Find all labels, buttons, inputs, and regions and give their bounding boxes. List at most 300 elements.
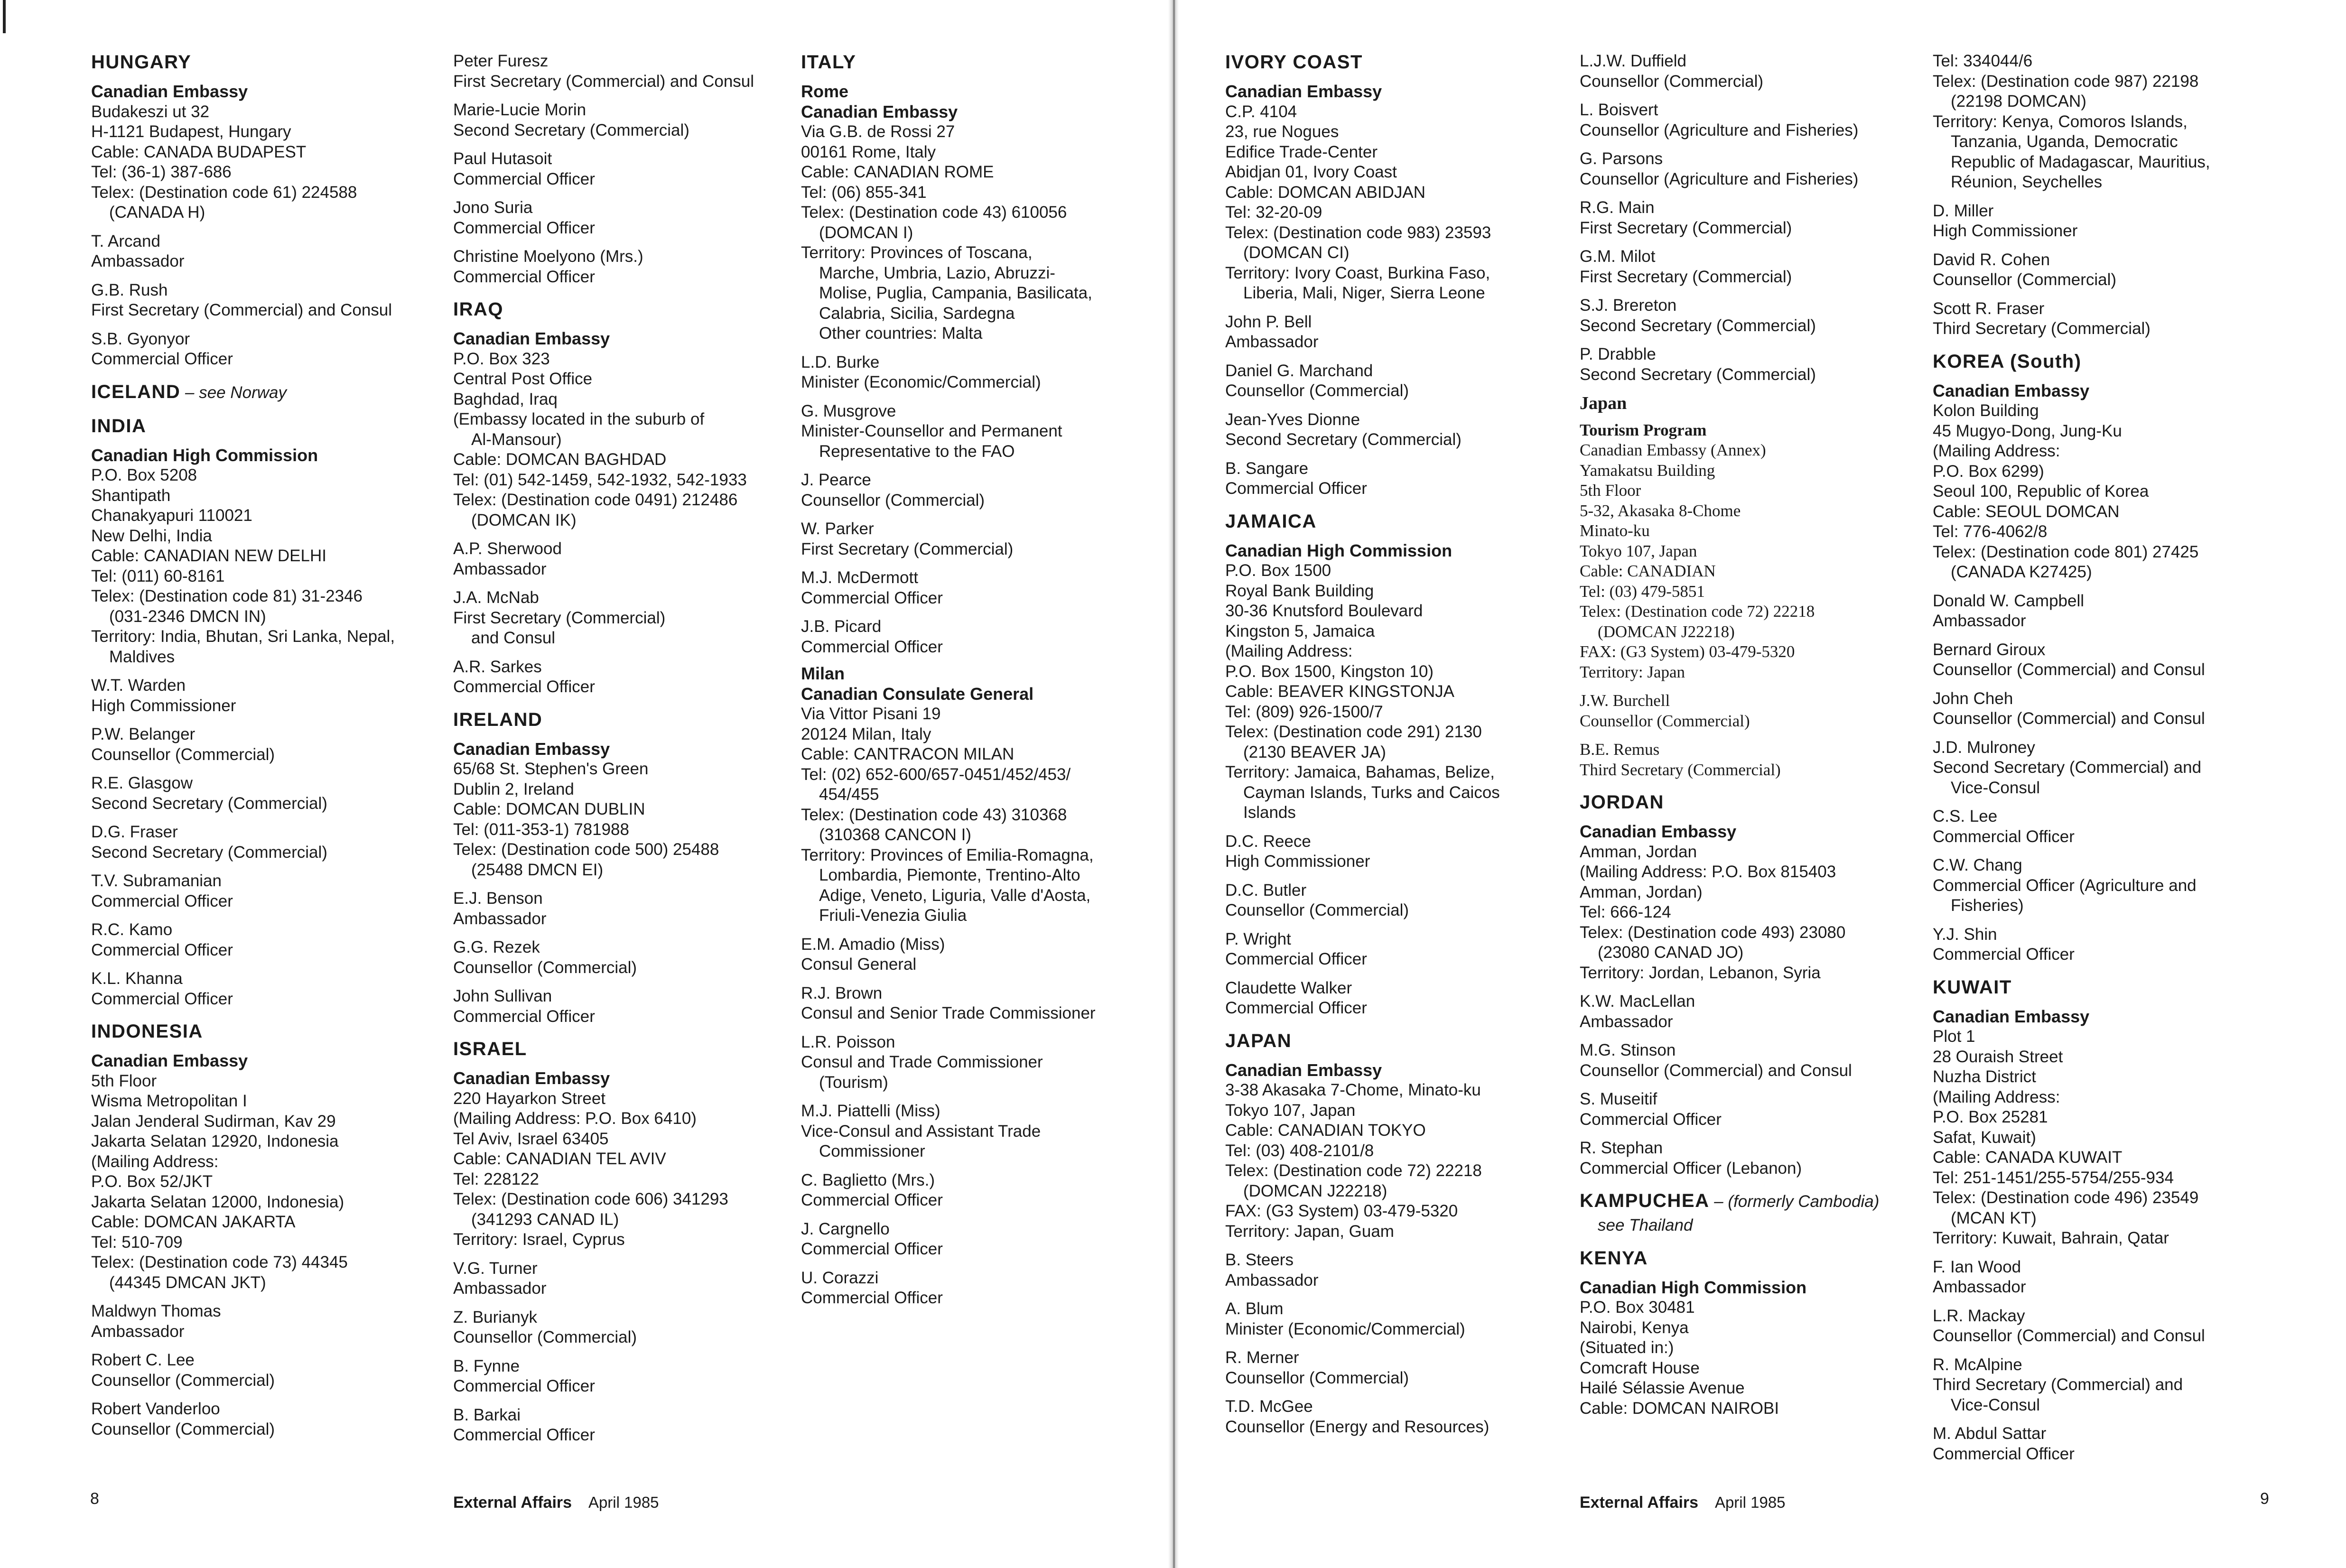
staff-name: Jean-Yves Dionne [1225,410,1360,429]
address-line: Tel: 32-20-09 [1225,203,1322,222]
staff-title: Commercial Officer [453,169,595,188]
staff-name: S. Museitif [1580,1090,1657,1108]
address-line: 00161 Rome, Italy [801,142,936,161]
address-line: Tel: (011-353-1) 781988 [453,820,629,839]
address-line: 65/68 St. Stephen's Green [453,760,649,778]
continuation-line: (DOMCAN J22218) [1243,1181,1387,1200]
address-line: P.O. Box 1500 [1225,561,1331,580]
address-line: Territory: Kuwait, Bahrain, Qatar [1933,1229,2169,1247]
continuation-line: (DOMCAN IK) [471,510,577,529]
staff-name: Robert Vanderloo [91,1400,220,1418]
staff-title: Counsellor (Commercial) [1933,270,2117,289]
office-name: Canadian Embassy [1225,1060,1382,1080]
address-line: (Situated in:) [1580,1338,1674,1357]
address-line: Kingston 5, Jamaica [1225,622,1375,640]
address-line: Amman, Jordan) [1580,882,1703,901]
staff-title: Counsellor (Commercial) and Consul [1933,1327,2205,1345]
staff-title: Commercial Officer [91,891,233,910]
staff-title: Commercial Officer [801,1191,943,1209]
office-name: Canadian Embassy [453,739,610,759]
staff-name: L.R. Poisson [801,1032,895,1051]
staff-title: Counsellor (Commercial) [453,1328,637,1346]
continuation-line: Maldives [109,647,175,666]
address-line: (Mailing Address: [1933,442,2060,460]
country-heading [91,415,442,437]
address-line: Canadian Embassy (Annex) [1580,441,1766,459]
continuation-line: (22198 DOMCAN) [1951,92,2086,111]
country-name: KENYA [1580,1247,1648,1269]
staff-name: T.V. Subramanian [91,872,222,890]
staff-title: Ambassador [1580,1012,1673,1031]
staff-name: B.E. Remus [1580,740,1660,759]
address-line: P.O. Box 30481 [1580,1298,1695,1317]
address-line: Territory: India, Bhutan, Sri Lanka, Nepal, [91,627,395,646]
address-line: Cable: SEOUL DOMCAN [1933,502,2120,521]
staff-title: First Secretary (Commercial) [453,608,666,627]
staff-title: Minister-Counsellor and Permanent [801,422,1062,440]
staff-title: Minister (Economic/Commercial) [801,373,1041,391]
staff-title: Commercial Officer (Lebanon) [1580,1159,1802,1178]
office-name: Canadian Embassy [1933,380,2090,400]
office-name: Canadian High Commission [1580,1277,1807,1297]
staff-title: Counsellor (Agriculture and Fisheries) [1580,121,1859,139]
staff-title: Commercial Officer (Agriculture and [1933,876,2197,895]
page-footer [453,1494,659,1512]
staff-title: Ambassador [1933,612,2026,630]
staff-title: Counsellor (Commercial) [91,1420,275,1438]
address-line: P.O. Box 5208 [91,466,197,484]
column [91,51,442,1439]
continuation-line: Friuli-Venezia Giulia [819,906,967,925]
address-line: Telex: (Destination code 0491) 212486 [453,491,738,509]
staff-name: John P. Bell [1225,312,1312,331]
staff-name: Y.J. Shin [1933,925,1997,944]
staff-name: B. Fynne [453,1356,520,1375]
column [1933,51,2284,1464]
staff-name: G.B. Rush [91,280,168,299]
staff-name: B. Barkai [453,1405,521,1424]
address-line: Territory: Jordan, Lebanon, Syria [1580,963,1821,982]
address-line: Cable: CANADIAN TOKYO [1225,1121,1426,1140]
staff-name: John Cheh [1933,689,2013,708]
office-name: Canadian High Commission [1225,540,1452,560]
continuation-line: (MCAN KT) [1951,1208,2037,1227]
staff-title: Second Secretary (Commercial) [1580,365,1816,384]
address-line: Plot 1 [1933,1027,1975,1046]
continuation-line: (2130 BEAVER JA) [1243,742,1386,761]
address-line: Via Vittor Pisani 19 [801,705,941,723]
office-name: Tourism Program [1580,420,1707,439]
staff-name: R. Merner [1225,1348,1299,1367]
country-heading [91,51,442,73]
staff-name: J. Pearce [801,471,871,489]
address-line: Territory: Kenya, Comoros Islands, [1933,112,2188,131]
staff-name: M. Abdul Sattar [1933,1424,2047,1443]
country-heading [91,1021,442,1042]
address-line: (Mailing Address: P.O. Box 815403 [1580,863,1836,881]
address-line: Safat, Kuwait) [1933,1128,2036,1147]
staff-title: Commercial Officer [91,940,233,959]
address-line: Jakarta Selatan 12920, Indonesia [91,1132,339,1150]
address-line: P.O. Box 52/JKT [91,1172,213,1191]
address-line: Cable: DOMCAN JAKARTA [91,1213,296,1231]
address-line: Telex: (Destination code 72) 22218 [1225,1161,1482,1180]
country-name: KUWAIT [1933,976,2012,998]
staff-name: Christine Moelyono (Mrs.) [453,247,643,266]
address-line: Baghdad, Iraq [453,390,558,408]
address-line: Tel: 228122 [453,1169,539,1188]
staff-title: Counsellor (Energy and Resources) [1225,1417,1490,1436]
address-line: Tokyo 107, Japan [1225,1101,1356,1120]
staff-name: John Sullivan [453,987,552,1005]
staff-name: P.W. Belanger [91,725,196,743]
staff-title: First Secretary (Commercial) [1580,218,1792,237]
address-line: Tel: 666-124 [1580,903,1671,921]
country-heading [1225,1030,1576,1052]
country-heading [1225,51,1576,73]
staff-title: Consul and Trade Commissioner [801,1053,1043,1071]
address-line: Telex: (Destination code 43) 310368 [801,805,1067,824]
staff-name: B. Steers [1225,1251,1294,1269]
address-line: 5-32, Akasaka 8-Chome [1580,501,1741,520]
address-line: Tel Aviv, Israel 63405 [453,1129,609,1148]
staff-title: Counsellor (Commercial) [1225,1368,1409,1387]
country-name: HUNGARY [91,52,192,73]
staff-title: Counsellor (Commercial) and Consul [1580,1061,1852,1080]
country-heading [801,51,1152,73]
address-line: Via G.B. de Rossi 27 [801,122,955,141]
address-line: (Embassy located in the suburb of [453,410,705,428]
staff-name: G.G. Rezek [453,938,540,956]
column [1225,51,1576,1437]
staff-title: Counsellor (Commercial) [91,745,275,764]
staff-title: Commercial Officer [1933,945,2075,964]
staff-title: Commercial Officer [453,1377,595,1395]
office-name: Canadian Embassy [453,329,610,348]
staff-name: Marie-Lucie Morin [453,101,586,119]
continuation-line: Representative to the FAO [819,442,1015,461]
address-line: Telex: (Destination code 801) 27425 [1933,542,2199,561]
country-name: IVORY COAST [1225,52,1363,73]
address-line: Telex: (Destination code 987) 22198 [1933,72,2199,91]
continuation-line: (DOMCAN CI) [1243,243,1350,262]
continuation-line: (44345 DMCAN JKT) [109,1273,266,1292]
country-name: INDONESIA [91,1021,203,1042]
staff-name: S.J. Brereton [1580,296,1677,315]
country-heading: Japan [1580,393,1627,413]
address-line: 5th Floor [91,1071,157,1090]
country-name: IRELAND [453,709,543,730]
staff-name: Jono Suria [453,198,533,217]
page-left [0,0,1172,1568]
continuation-line: (341293 CANAD IL) [471,1210,619,1229]
address-line: 3-38 Akasaka 7-Chome, Minato-ku [1225,1081,1481,1099]
address-line: Cable: CANADA BUDAPEST [91,142,307,161]
office-name: Canadian Embassy [1225,82,1382,101]
country-heading [1225,510,1576,532]
country-name: JORDAN [1580,792,1664,813]
continuation-line: 454/455 [819,785,879,804]
staff-name: R.J. Brown [801,983,883,1002]
address-line: Cable: CANADIAN TEL AVIV [453,1150,666,1168]
staff-name: Bernard Giroux [1933,640,2046,659]
address-line: (Mailing Address: [91,1152,219,1171]
office-name: Canadian High Commission [91,445,318,465]
address-line: Tel: 776-4062/8 [1933,522,2048,541]
continuation-line: Marche, Umbria, Lazio, Abruzzi- [819,263,1055,282]
address-line: Tel: 510-709 [91,1233,183,1252]
address-line: (Mailing Address: [1225,642,1353,660]
staff-title: Commercial Officer [1225,950,1367,968]
office-name: Canadian Embassy [1580,822,1737,841]
address-line: Central Post Office [453,370,593,388]
staff-name: V.G. Turner [453,1259,538,1278]
address-line: Cable: DOMCAN ABIDJAN [1225,183,1426,202]
address-line: Cable: DOMCAN NAIROBI [1580,1399,1779,1418]
address-line: 5th Floor [1580,481,1641,500]
address-line: Telex: (Destination code 496) 23549 [1933,1188,2199,1207]
staff-title: First Secretary (Commercial) and Consul [453,72,754,91]
address-line: Territory: Provinces of Toscana, [801,243,1033,262]
staff-name: Peter Furesz [453,52,549,70]
page-number: 9 [2260,1490,2269,1508]
staff-title: Commercial Officer [453,677,595,696]
staff-name: M.J. Piattelli (Miss) [801,1102,940,1120]
address-line: Nuzha District [1933,1067,2036,1086]
address-line: Telex: (Destination code 493) 23080 [1580,923,1846,942]
address-line: P.O. Box 1500, Kingston 10) [1225,662,1434,681]
staff-name: L.J.W. Duffield [1580,52,1687,70]
address-line: Telex: (Destination code 61) 224588 [91,183,357,202]
continuation-line: (23080 CANAD JO) [1598,943,1744,962]
address-line: Tel: (06) 855-341 [801,183,927,202]
address-line: Territory: Ivory Coast, Burkina Faso, [1225,263,1490,282]
staff-title: Counsellor (Agriculture and Fisheries) [1580,169,1859,188]
staff-title: Vice-Consul and Assistant Trade [801,1122,1041,1141]
staff-title: Second Secretary (Commercial) [453,121,689,139]
continuation-line: (25488 DMCN EI) [471,860,604,879]
office-name: Canadian Embassy [1933,1006,2090,1026]
staff-name: R.E. Glasgow [91,774,193,792]
address-line: 23, rue Nogues [1225,122,1339,141]
address-line: Cable: CANADIAN NEW DELHI [91,547,326,565]
address-line: Telex: (Destination code 983) 23593 [1225,223,1491,242]
country-name: ISRAEL [453,1039,527,1059]
address-line: Yamakatsu Building [1580,461,1715,480]
city-heading: Milan [801,664,845,683]
city-heading: Rome [801,82,849,101]
address-line: FAX: (G3 System) 03-479-5320 [1580,642,1795,661]
staff-title: Commercial Officer [1225,999,1367,1017]
staff-name: C. Baglietto (Mrs.) [801,1170,935,1189]
staff-name: Daniel G. Marchand [1225,361,1373,380]
address-line: Third Secretary (Commercial) [1580,760,1781,779]
continuation-line: (Tourism) [819,1073,888,1092]
staff-title: Ambassador [1225,333,1319,351]
staff-name: Scott R. Fraser [1933,299,2045,318]
cross-reference: – see Norway [180,383,287,402]
address-line: Telex: (Destination code 291) 2130 [1225,723,1482,741]
staff-title: Ambassador [91,252,185,270]
address-line: Tel: 334044/6 [1933,52,2033,70]
staff-title: Ambassador [91,1322,185,1341]
address-line: P.O. Box 323 [453,349,550,368]
office-name: Canadian Consulate General [801,684,1034,704]
column [1580,51,1931,1419]
country-name: JAMAICA [1225,510,1317,532]
address-line: Cable: BEAVER KINGSTONJA [1225,682,1455,701]
staff-name: J. Cargnello [801,1219,890,1238]
address-line: Wisma Metropolitan I [91,1092,247,1110]
staff-name: David R. Cohen [1933,250,2050,269]
staff-title: Counsellor (Commercial) and Consul [1933,660,2205,679]
office-name: Canadian Embassy [801,102,958,121]
staff-title: Counsellor (Commercial) [1225,901,1409,919]
staff-title: Commercial Officer [453,1426,595,1444]
staff-name: G. Musgrove [801,401,896,420]
staff-title: Consul General [801,955,917,974]
address-line: Territory: Israel, Cyprus [453,1230,625,1249]
staff-title: Third Secretary (Commercial) [1933,319,2150,338]
staff-name: Claudette Walker [1225,978,1352,997]
continuation-line: Islands [1243,803,1296,822]
staff-name: A.R. Sarkes [453,657,542,676]
staff-title: Counsellor (Commercial) [801,491,985,510]
continuation-line: Republic of Madagascar, Mauritius, [1951,152,2210,171]
staff-name: R. Stephan [1580,1139,1663,1157]
staff-name: D.C. Reece [1225,832,1311,851]
country-heading [1580,791,1931,813]
country-name: ITALY [801,52,856,73]
office-name: Canadian Embassy [91,82,248,101]
column [801,51,1152,1308]
column [453,51,804,1446]
staff-title: Counsellor (Commercial) [91,1371,275,1390]
staff-title: Ambassador [453,1279,547,1298]
address-line: Cable: CANADIAN ROME [801,163,994,181]
staff-name: Maldwyn Thomas [91,1302,221,1320]
staff-title: High Commissioner [1225,852,1370,871]
staff-name: P. Wright [1225,929,1291,948]
address-line: Amman, Jordan [1580,842,1697,861]
staff-title: Second Secretary (Commercial) [1580,316,1816,335]
staff-name: G. Parsons [1580,149,1663,168]
staff-name: J.B. Picard [801,617,882,636]
staff-name: Paul Hutasoit [453,149,552,168]
country-name: IRAQ [453,299,503,320]
staff-name: E.M. Amadio (Miss) [801,935,945,954]
staff-title: Third Secretary (Commercial) and [1933,1375,2183,1394]
country-heading [1933,976,2284,998]
staff-title: Commercial Officer [801,637,943,656]
address-line: Territory: Jamaica, Bahamas, Belize, [1225,763,1495,781]
staff-title: Commercial Officer [1225,479,1367,498]
staff-title: Counsellor (Commercial) [1580,72,1764,91]
address-line: Cable: DOMCAN DUBLIN [453,800,645,818]
staff-name: A. Blum [1225,1299,1284,1318]
staff-title: Minister (Economic/Commercial) [1225,1319,1465,1338]
address-line: C.P. 4104 [1225,102,1297,121]
staff-title: Commercial Officer [1580,1110,1722,1129]
staff-title: Commercial Officer [453,267,595,286]
staff-name: D.C. Butler [1225,881,1307,900]
continuation-line: Other countries: Malta [819,324,983,343]
continuation-line: Vice-Consul [1951,1395,2040,1414]
staff-name: Robert C. Lee [91,1351,195,1369]
address-line: Cable: CANTRACON MILAN [801,745,1015,763]
address-line: P.O. Box 25281 [1933,1108,2048,1126]
country-name: KAMPUCHEA [1580,1190,1710,1211]
address-line: Cable: CANADIAN [1580,562,1716,580]
staff-name: S.B. Gyonyor [91,329,190,348]
staff-title: Second Secretary (Commercial) [1225,430,1462,449]
continuation-line: (310368 CANCON I) [819,826,971,844]
continuation-line: Cayman Islands, Turks and Caicos [1243,783,1500,802]
staff-title: First Secretary (Commercial) and Consul [91,301,392,319]
continuation-line: (DOMCAN I) [819,223,913,242]
staff-name: L. Boisvert [1580,101,1658,119]
country-heading [1580,1190,1931,1213]
country-name: KOREA (South) [1933,351,2082,372]
staff-title: Ambassador [1225,1271,1319,1290]
staff-name: C.S. Lee [1933,807,1998,826]
continuation-line: Vice-Consul [1951,778,2040,797]
country-heading [1933,351,2284,372]
address-line: Minato-ku [1580,521,1650,540]
address-line: Edifice Trade-Center [1225,142,1378,161]
staff-title: Counsellor (Commercial) [453,958,637,977]
staff-title: Commercial Officer [453,1007,595,1026]
address-line: Tokyo 107, Japan [1580,541,1697,560]
continuation-line: Réunion, Seychelles [1951,173,2103,191]
continuation-line: Molise, Puglia, Campania, Basilicata, [819,284,1092,302]
staff-name: P. Drabble [1580,345,1656,363]
staff-title: Second Secretary (Commercial) [91,843,327,862]
staff-name: E.J. Benson [453,889,543,908]
address-line: Cable: DOMCAN BAGHDAD [453,450,667,469]
country-heading [453,298,804,320]
address-line: Chanakyapuri 110021 [91,506,252,525]
address-line: Telex: (Destination code 500) 25488 [453,840,719,859]
staff-name: C.W. Chang [1933,856,2022,874]
staff-name: K.L. Khanna [91,969,183,988]
footer-publication: External Affairs [1580,1494,1699,1512]
staff-name: B. Sangare [1225,459,1309,478]
address-line: Tel: 251-1451/255-5754/255-934 [1933,1168,2174,1187]
continuation-line: (DOMCAN J22218) [1598,622,1735,641]
address-line: Tel: (36-1) 387-686 [91,163,232,181]
staff-name: R.C. Kamo [91,920,173,939]
address-line: Budakeszi ut 32 [91,102,210,121]
address-line: Jalan Jenderal Sudirman, Kav 29 [91,1112,336,1131]
staff-title: Second Secretary (Commercial) [91,794,327,813]
country-subtitle: – (formerly Cambodia) [1709,1192,1880,1211]
staff-title: Second Secretary (Commercial) and [1933,758,2202,777]
address-line: Telex: (Destination code 606) 341293 [453,1190,728,1208]
address-line: Tel: (01) 542-1459, 542-1932, 542-1933 [453,470,747,489]
staff-title: High Commissioner [91,696,236,715]
continuation-line: (031-2346 DMCN IN) [109,607,266,626]
address-line: Territory: Japan, Guam [1225,1222,1394,1241]
continuation-line: Lombardia, Piemonte, Trentino-Alto [819,866,1080,884]
staff-name: T. Arcand [91,232,160,251]
continuation-line: Al-Mansour) [471,430,562,449]
address-line: 30-36 Knutsford Boulevard [1225,602,1423,620]
address-line: Tel: (02) 652-600/657-0451/452/453/ [801,765,1071,784]
staff-title: Commercial Officer [801,1240,943,1258]
continuation-line: Fisheries) [1951,896,2024,915]
staff-title: Consul and Senior Trade Commissioner [801,1004,1096,1022]
